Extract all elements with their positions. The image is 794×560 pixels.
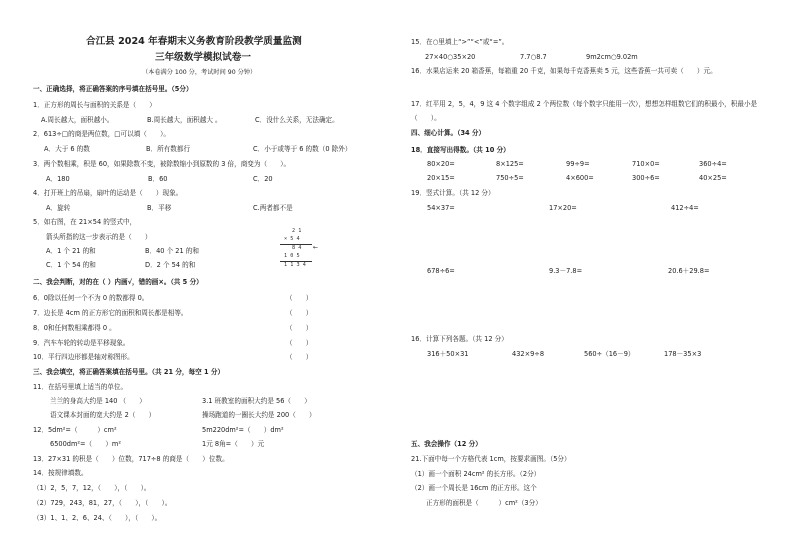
question-14: 14．按规律填数。 <box>33 469 88 477</box>
judge-answer-7[interactable]: （ ） <box>286 309 313 317</box>
q11-book-width: 语文课本封面的宽大约是 2（ ） <box>50 411 156 419</box>
mixed-calc-3: 560÷（16－9） <box>584 350 635 358</box>
q5-option-d: D．2 个 54 的和 <box>145 261 196 269</box>
oral-r2-c5: 40×25= <box>699 174 727 182</box>
calc-line-1: 2 1 <box>292 228 302 234</box>
q12-part-b: 5m220dm²=（ ）dm² <box>202 426 284 434</box>
question-3: 3．两个数相乘，积是 60，如果除数不变，被除数缩小到原数的 3 倍，商变为（ ）。 <box>33 160 291 168</box>
q4-option-b: B．平移 <box>147 204 172 212</box>
calc-line-4: 1 0 5 <box>284 253 300 259</box>
question-18: 18．直接写出得数。（共 10 分） <box>411 146 510 154</box>
oral-r2-c3: 4×600= <box>566 174 594 182</box>
calc-line-2: × 5 4 <box>284 236 300 242</box>
judge-answer-9[interactable]: （ ） <box>286 339 313 347</box>
q12-part-c: 6500dm²=（ ）m² <box>50 440 121 448</box>
arrow-icon: ← <box>313 244 319 251</box>
exam-subtitle: 三年级数学模拟试卷一 <box>155 52 251 63</box>
q2-option-c: C．小于或等于 6 的数（0 除外） <box>253 145 352 153</box>
q11-track-length: 操场跑道的一圈长大约是 200（ ） <box>202 411 316 419</box>
q2-option-a: A．大于 6 的数 <box>44 145 90 153</box>
q1-option-c: C．没什么关系，无法确定。 <box>255 116 339 124</box>
oral-r1-c2: 8×125= <box>496 160 524 168</box>
q1-option-a: A.周长越大，面积越小。 <box>41 116 114 124</box>
q21-part-2-answer: 正方形的面积是（ ）cm²（3分） <box>426 499 542 507</box>
mixed-calc-1: 316＋50×31 <box>427 350 469 358</box>
question-1: 1．正方形的周长与面积的关系是（ ） <box>33 101 156 109</box>
q21-part-2: （2）画一个周长是 16cm 的正方形。这个 <box>411 484 537 492</box>
section-5-heading: 五、我会操作（12 分） <box>411 440 482 448</box>
mixed-calc-2: 432×9÷8 <box>512 350 545 358</box>
judge-answer-6[interactable]: （ ） <box>286 294 313 302</box>
q4-option-c: C.两者都不是 <box>253 204 293 212</box>
q2-option-b: B．所有数都行 <box>146 145 191 153</box>
q15-compare-2: 7.7○8.7 <box>520 53 547 61</box>
judge-item-8: 8．0和任何数相乘都得 0 。 <box>33 324 116 332</box>
vertical-calc-3: 412÷4= <box>671 204 699 212</box>
question-21: 21.下面中每一个方格代表 1cm，按要求画图。（5分） <box>411 455 571 463</box>
oral-r1-c3: 99÷9= <box>566 160 590 168</box>
q5-option-b: B．40 个 21 的和 <box>145 247 199 255</box>
vertical-calc-4: 678÷6= <box>427 267 455 275</box>
q14-sequence-3: （3）1、1、2、6、24、（ ），（ ）。 <box>33 514 162 522</box>
vertical-calc-6: 20.6＋29.8= <box>668 267 710 275</box>
question-20: 16．计算下列各题。（共 12 分） <box>411 335 508 343</box>
question-17: 17．红平用 2，5，4，9 这 4 个数字组成 2 个两位数（每个数字只能用一次），想想怎样组数它们的积最小，积最小是（ ）。 <box>411 100 758 122</box>
q14-sequence-1: （1）2，5，7，12，（ ），（ ）。 <box>33 484 151 492</box>
question-2: 2．613÷□的商是两位数，□可以填（ ）。 <box>33 130 170 138</box>
vertical-calc-5: 9.3－7.8= <box>549 267 583 275</box>
section-1-heading: 一、正确选择，将正确答案的序号填在括号里。（5分） <box>33 85 193 93</box>
section-4-heading: 四、细心计算。（34 分） <box>411 129 486 137</box>
question-11: 11．在括号里填上适当的单位。 <box>33 383 128 391</box>
calc-line-3: 8 4 <box>292 245 302 251</box>
oral-r2-c1: 20×15= <box>427 174 455 182</box>
q3-option-b: B．60 <box>148 175 168 183</box>
q4-option-a: A．旋转 <box>46 204 71 212</box>
oral-r1-c4: 710×0= <box>632 160 660 168</box>
vertical-calc-1: 54×37= <box>427 204 455 212</box>
q3-option-c: C．20 <box>253 175 273 183</box>
calc-line-5: 1 1 3 4 <box>284 262 306 268</box>
oral-r1-c1: 80×20= <box>427 160 455 168</box>
q21-part-1: （1）画一个面积 24cm² 的长方形。（2分） <box>411 470 541 478</box>
oral-r2-c2: 750÷5= <box>496 174 524 182</box>
question-4: 4．打开班上的吊扇，扇叶的运动是（ ）现象。 <box>33 189 183 197</box>
q3-option-a: A．180 <box>46 175 70 183</box>
mixed-calc-4: 178－35×3 <box>664 350 702 358</box>
q15-compare-1: 27×40○35×20 <box>425 53 476 61</box>
judge-item-9: 9．汽车车轮的转动是平移现象。 <box>33 339 130 347</box>
q1-option-b: B.周长越大，面积越大 。 <box>147 116 222 124</box>
oral-r2-c4: 300÷6= <box>632 174 660 182</box>
question-16: 16．水果店运来 20 箱香蕉，每箱重 20 千克，如果每千克香蕉卖 5 元，这些香蕉一共可卖（ ）元。 <box>411 67 717 75</box>
question-19: 19．竖式计算。（共 12 分） <box>411 189 495 197</box>
exam-title: 合江县 2024 年春期末义务教育阶段教学质量监测 <box>86 36 302 47</box>
q11-height: 兰兰的身高大约是 140 （ ） <box>50 397 146 405</box>
section-2-heading: 二、我会判断，对的在（ ）内画√，错的画×。（共 5 分） <box>33 278 203 286</box>
section-3-heading: 三、我会填空，将正确答案填在括号里。（共 21 分，每空 1 分） <box>33 368 225 376</box>
exam-info: （本卷满分 100 分，考试时间 90 分钟） <box>142 69 257 76</box>
question-5: 5．如右图，在 21×54 的竖式中， <box>33 218 137 226</box>
q5-option-c: C．1 个 54 的和 <box>46 261 96 269</box>
judge-item-7: 7．边长是 4cm 的正方形它的面积和周长都是相等。 <box>33 309 188 317</box>
q11-classroom-area: 3.1 班教室的面积大约是 56（ ） <box>202 397 311 405</box>
vertical-calculation-figure <box>270 228 320 276</box>
judge-item-10: 10．平行四边形都是轴对称图形。 <box>33 353 134 361</box>
q14-sequence-2: （2）729，243，81，27，（ ），（ ）。 <box>33 499 172 507</box>
oral-r1-c5: 360÷4= <box>699 160 727 168</box>
q5-option-a: A．1 个 21 的和 <box>46 247 96 255</box>
question-13: 13．27×31 的积是（ ）位数，717÷8 的商是（ ）位数。 <box>33 455 229 463</box>
vertical-calc-2: 17×20= <box>549 204 577 212</box>
question-5-prompt: 箭头所指的这一步表示的是（ ） <box>46 233 152 241</box>
q15-compare-3: 9m2cm○9.02m <box>586 53 638 61</box>
question-15: 15．在○里填上“>”“<”或“=”。 <box>411 38 509 46</box>
judge-item-6: 6．0除以任何一个不为 0 的数都得 0。 <box>33 294 149 302</box>
q12-part-d: 1元 8角=（ ）元 <box>202 440 265 448</box>
question-12: 12．5dm²=（ ）cm² <box>33 426 117 434</box>
judge-answer-10[interactable]: （ ） <box>286 353 313 361</box>
judge-answer-8[interactable]: （ ） <box>286 324 313 332</box>
